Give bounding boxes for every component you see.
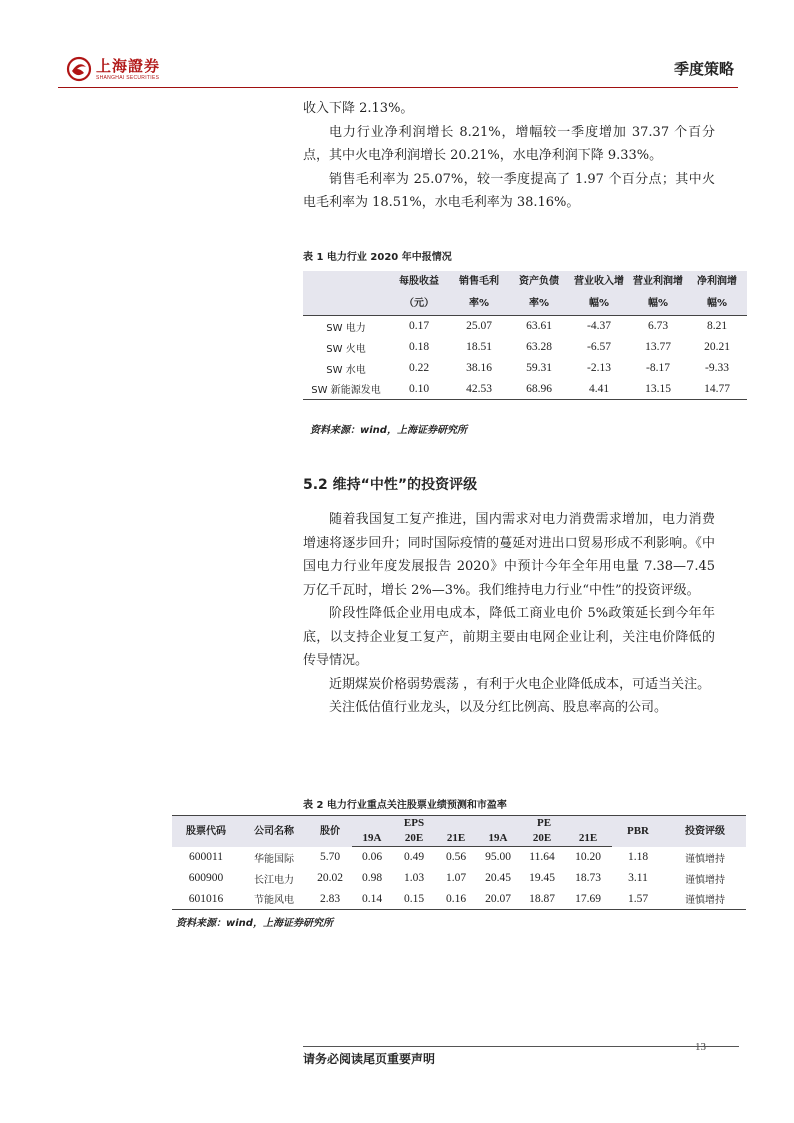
table-cell: 14.77 (687, 379, 747, 400)
paragraph: 收入下降 2.13%。 (303, 101, 414, 116)
table-header-row (303, 271, 747, 316)
table-cell: -4.37 (569, 316, 629, 337)
table-row (172, 868, 746, 889)
intro-text (303, 97, 715, 215)
paragraph: 随着我国复工复产推进，国内需求对电力消费需求增加，电力消费增速将逐步回升；同时国际疫情的蔓延对进出口贸易形成不利影响。《中国电力行业年度发展报告 2020》中预计今年全年用电量 7.38—7.45 万亿千瓦时，增长 2%—3%。我们维持电力行业“中性”的投资评级。 (303, 512, 715, 598)
column-subheader: 20E (520, 831, 564, 847)
column-header: 每股收益（元） (399, 276, 439, 309)
table-row (303, 379, 747, 400)
table-row (172, 889, 746, 910)
table-cell: 0.06 (361, 851, 383, 864)
table-cell: 68.96 (509, 379, 569, 400)
paragraph: 电力行业净利润增长 8.21%，增幅较一季度增加 37.37 个百分点，其中火电净利润增长 20.21%，水电净利润下降 9.33%。 (303, 124, 715, 163)
table-cell: 18.73 (575, 872, 601, 884)
table-caption: 表 1 电力行业 2020 年中报情况 (303, 252, 452, 263)
footer-divider (303, 1046, 739, 1047)
paragraph: 关注低估值行业龙头，以及分红比例高、股息率高的公司。 (329, 700, 668, 715)
table-row (303, 316, 747, 337)
logo-wordmark: 上海證券 (96, 56, 161, 75)
table-cell: 0.15 (403, 892, 425, 905)
table-row (303, 337, 747, 358)
column-header: 销售毛利率% (459, 276, 499, 309)
table-cell: 19.45 (529, 872, 555, 884)
section-heading: 5.2 维持“中性”的投资评级 (303, 477, 478, 493)
table-source: 资料来源：wind，上海证券研究所 (176, 918, 333, 929)
column-header: 资产负债率% (519, 276, 559, 309)
table-source: 资料来源：wind，上海证券研究所 (310, 425, 467, 436)
column-header (303, 271, 389, 316)
table-cell: 25.07 (449, 316, 509, 337)
industry-report-table (303, 271, 747, 400)
table-cell: SW 水电 (326, 364, 366, 376)
column-subheader: 21E (436, 831, 476, 847)
table-cell: 6.73 (629, 316, 687, 337)
table-cell: 1.18 (627, 851, 649, 863)
paragraph: 近期煤炭价格弱势震荡 ，有利于火电企业降低成本，可适当关注。 (329, 676, 711, 692)
column-subheader: 21E (564, 831, 612, 847)
table-cell: 0.18 (408, 341, 430, 353)
table-cell: -9.33 (705, 362, 729, 374)
column-header: 公司名称 (254, 825, 294, 837)
paragraph: 阶段性降低企业用电成本，降低工商业电价 5%政策延长到今年年底，以支持企业复工复产，前期主要由电网企业让利，关注电价降低的传导情况。 (303, 606, 715, 668)
table-cell: -6.57 (587, 341, 611, 353)
table-caption: 表 2 电力行业重点关注股票业绩预测和市盈率 (303, 800, 507, 811)
report-type-title: 季度策略 (673, 60, 734, 78)
table-cell: 0.49 (403, 851, 425, 864)
table-cell: 5.70 (319, 851, 341, 863)
table-cell: 20.45 (485, 872, 511, 884)
table-cell: 2.83 (319, 892, 341, 905)
column-header: 股票代码 (186, 825, 226, 837)
table-cell: 谨慎增持 (685, 874, 725, 886)
table-cell: 1.03 (403, 872, 425, 884)
table-header-row (172, 816, 746, 832)
table-row (303, 358, 747, 379)
column-header: PBR (627, 824, 649, 837)
column-header: 投资评级 (685, 825, 725, 837)
table-cell: 20.21 (704, 341, 730, 353)
table-cell: 谨慎增持 (685, 853, 725, 865)
table-row (172, 847, 746, 868)
table-cell: 节能风电 (254, 895, 294, 907)
table-cell: 601016 (188, 892, 224, 905)
company-logo (66, 56, 160, 82)
table-cell: -2.13 (587, 362, 611, 374)
table-cell: 600900 (188, 872, 224, 884)
logo-subtitle: SHANGHAI SECURITIES (96, 74, 160, 81)
table-cell: 20.02 (317, 872, 343, 884)
table-cell: 0.14 (361, 892, 383, 905)
table-cell: 4.41 (569, 379, 629, 400)
footer-disclaimer: 请务必阅读尾页重要声明 (303, 1052, 436, 1066)
table-cell: 20.07 (485, 892, 511, 905)
table-cell: 0.22 (408, 362, 430, 374)
table-cell: 1.07 (445, 872, 467, 884)
table-cell: SW 新能源发电 (303, 379, 389, 400)
table-cell: 10.20 (575, 851, 601, 864)
page-header (58, 52, 738, 88)
table-cell: 95.00 (485, 851, 511, 864)
table-cell: 18.51 (466, 341, 492, 353)
table-cell: 长江电力 (254, 874, 294, 886)
column-subheader: 19A (352, 831, 392, 847)
table-cell: 0.56 (445, 851, 467, 864)
table-cell: 0.98 (361, 872, 383, 884)
stock-forecast-table (172, 815, 746, 910)
column-header: 股价 (320, 825, 340, 837)
table-cell: 华能国际 (254, 853, 294, 865)
column-header: 营业利润增幅% (633, 276, 683, 309)
company-logo-icon (66, 56, 92, 82)
column-subheader: 20E (392, 831, 436, 847)
table-cell: 13.15 (629, 379, 687, 400)
table-cell: -8.17 (646, 362, 670, 374)
table-cell: 17.69 (575, 892, 601, 905)
table-cell: 13.77 (645, 341, 671, 353)
table-cell: 63.28 (526, 341, 552, 353)
table-cell: 59.31 (526, 362, 552, 374)
table-cell: SW 电力 (303, 316, 389, 337)
table-cell: 3.11 (628, 872, 648, 884)
table-cell: 600011 (188, 851, 224, 863)
table-cell: SW 火电 (326, 343, 366, 355)
table-cell: 42.53 (449, 379, 509, 400)
column-group-header: EPS (403, 817, 425, 829)
column-header: 净利润增幅% (697, 276, 737, 309)
table-cell: 0.17 (389, 316, 449, 337)
column-subheader: 19A (476, 831, 520, 847)
table-cell: 63.61 (509, 316, 569, 337)
table-cell: 0.10 (389, 379, 449, 400)
paragraph: 销售毛利率为 25.07%，较一季度提高了 1.97 个百分点；其中火电毛利率为 18.51%，水电毛利率为 38.16%。 (303, 171, 715, 210)
table-cell: 38.16 (466, 362, 492, 374)
table-cell: 18.87 (529, 892, 555, 905)
page-number: 13 (695, 1041, 706, 1053)
table-cell: 11.64 (529, 851, 555, 864)
section-body (303, 508, 715, 720)
table-cell: 0.16 (445, 892, 467, 905)
column-header: 营业收入增幅% (574, 276, 624, 309)
table-cell: 1.57 (627, 892, 649, 905)
table-cell: 谨慎增持 (685, 895, 725, 907)
column-group-header: PE (536, 817, 552, 829)
table-cell: 8.21 (687, 316, 747, 337)
